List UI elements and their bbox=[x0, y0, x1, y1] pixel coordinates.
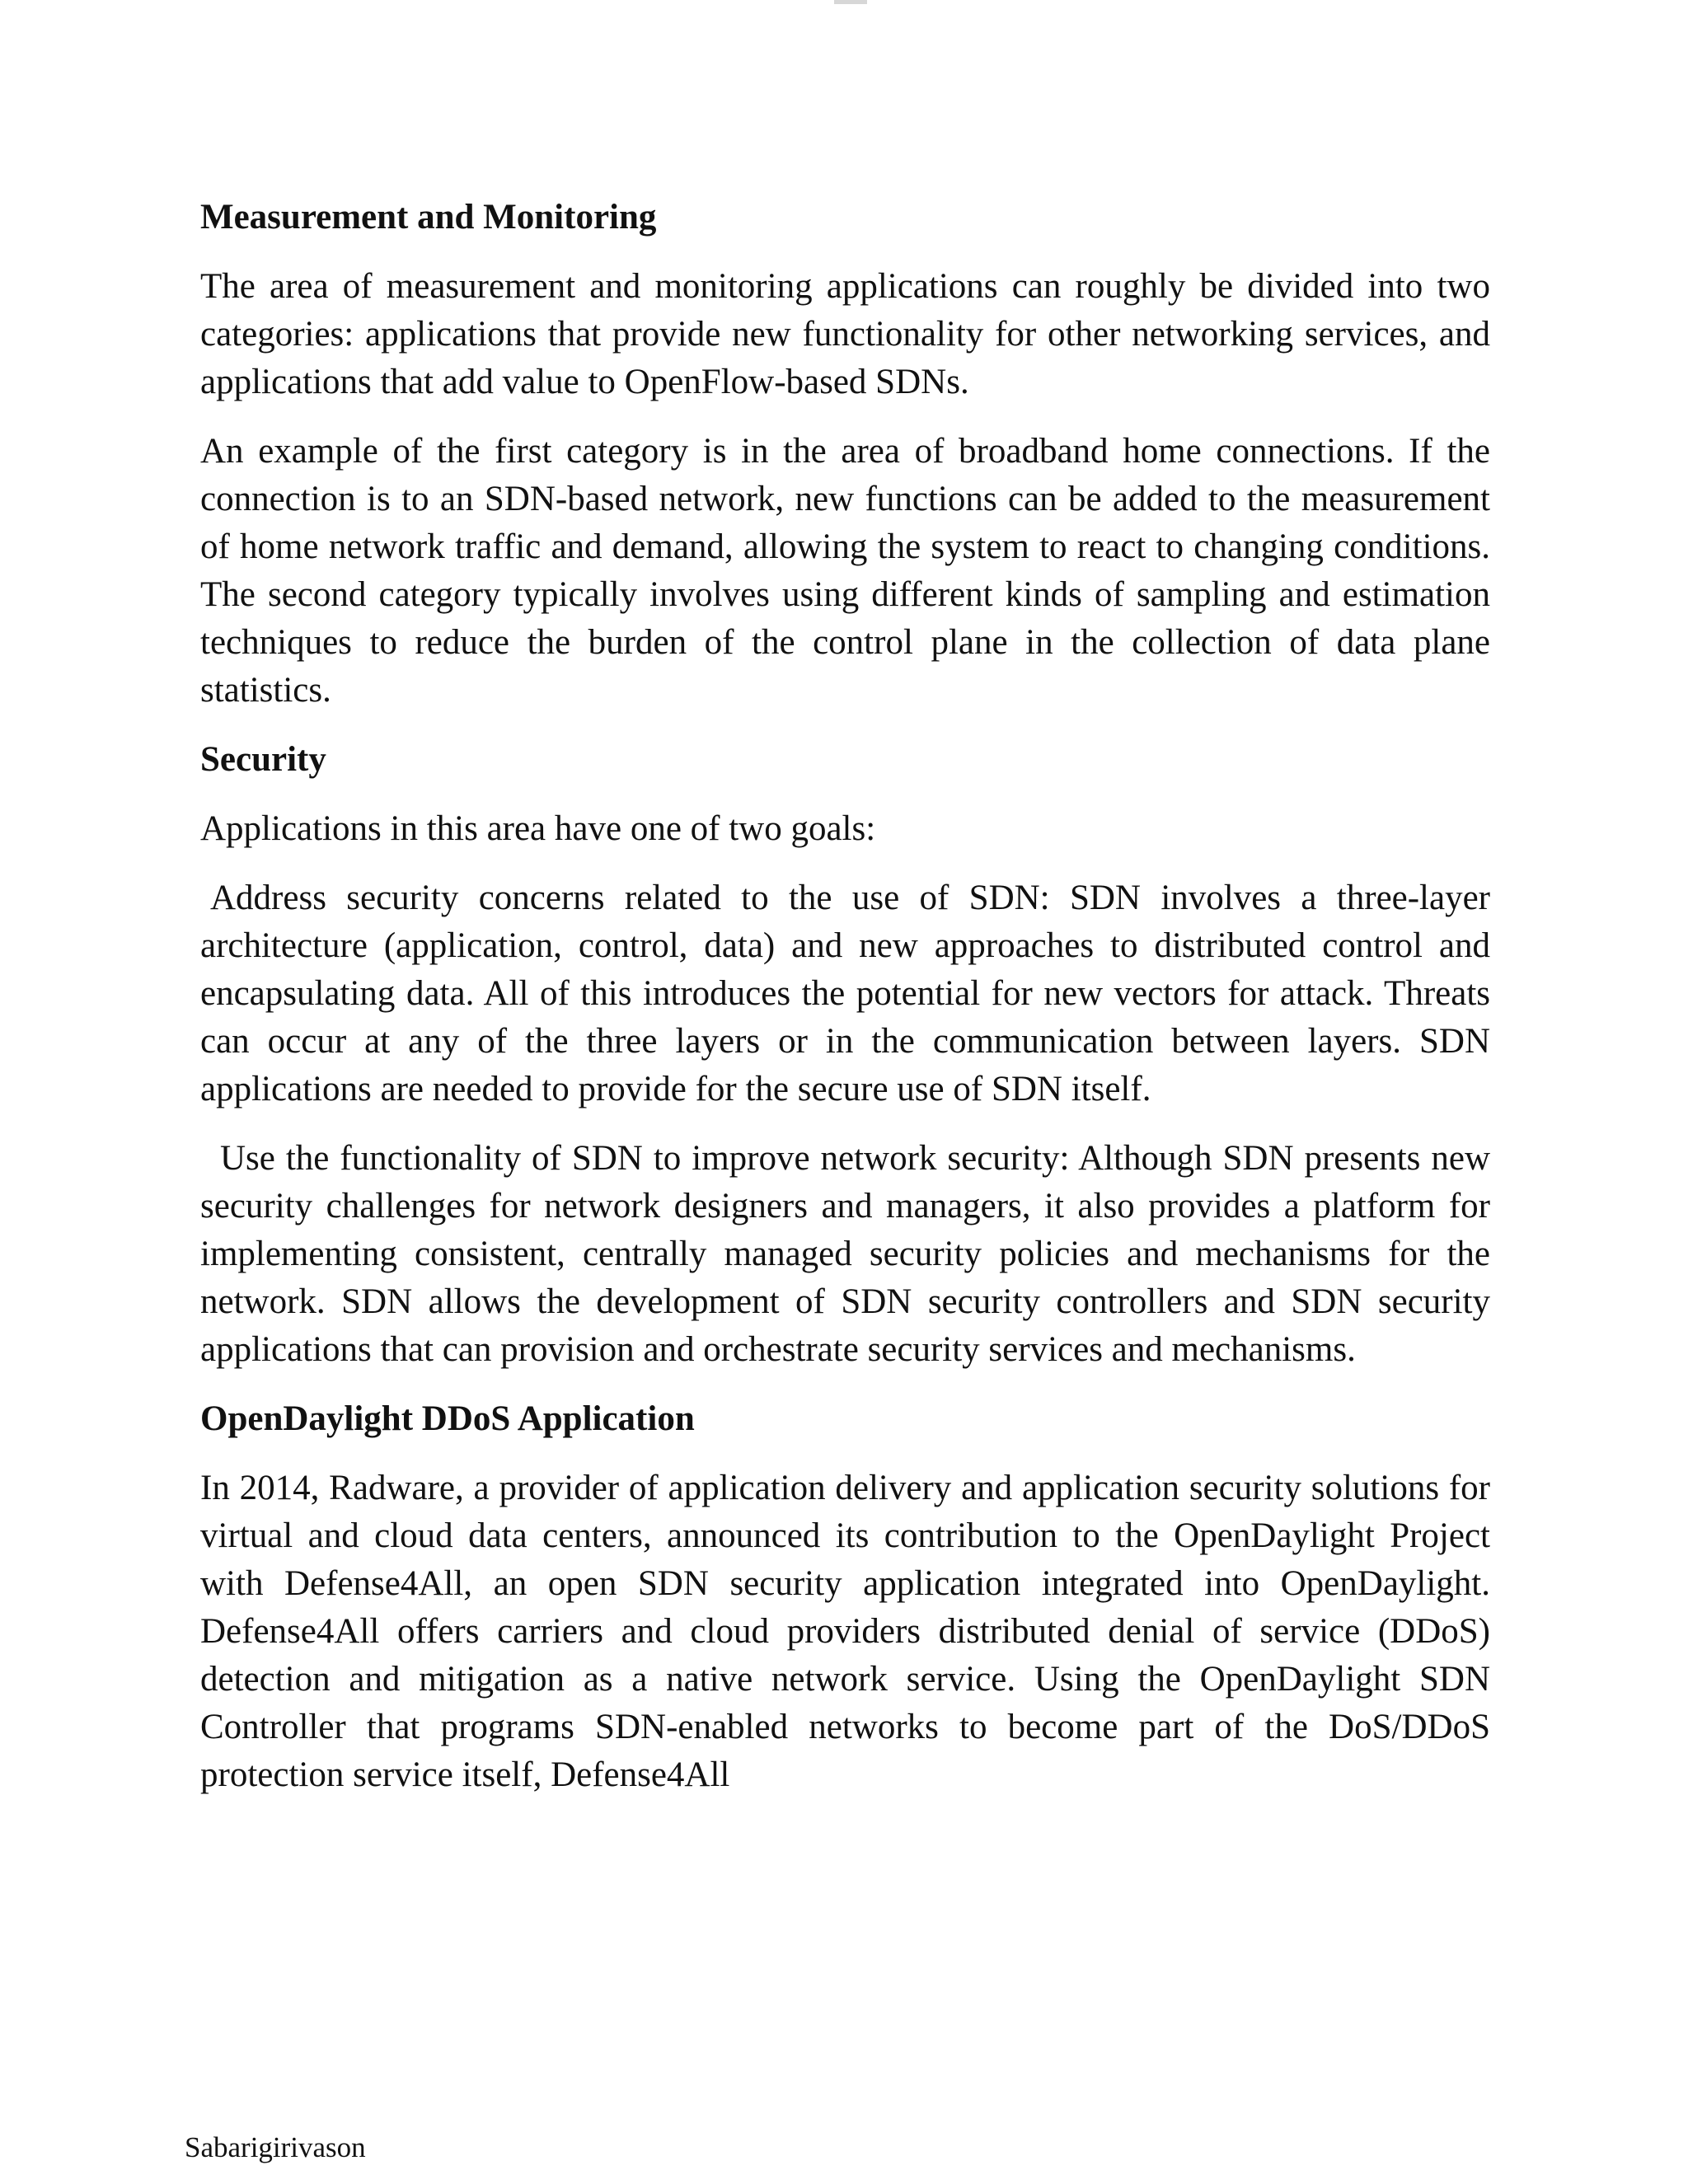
paragraph-security-intro: Applications in this area have one of two goals: bbox=[200, 809, 876, 848]
document-body bbox=[200, 194, 1490, 1821]
section-heading-security: Security bbox=[200, 740, 326, 779]
section-heading-measurement: Measurement and Monitoring bbox=[200, 198, 657, 237]
paragraph-measurement-overview: The area of measurement and monitoring applications can roughly be divided into two categories: applications that provide new functionality for other networking services, and applications that add value to OpenFlow-based SDNs. bbox=[200, 267, 1490, 401]
section-heading-ddos: OpenDaylight DDoS Application bbox=[200, 1399, 695, 1438]
paragraph-security-goal-2: Use the functionality of SDN to improve network security: Although SDN presents new security challenges for network designers and managers, it also provides a platform for implementing consistent, centrally managed security policies and mechanisms for the network. SDN allows the development of SDN security controllers and SDN security applications that can provision and orchestrate security services and mechanisms. bbox=[200, 1139, 1490, 1369]
paragraph-security-goal-1: Address security concerns related to the use of SDN: SDN involves a three-layer architecture (application, control, data) and new approaches to distributed control and encapsulating data. All of this introduces the potential for new vectors for attack. Threats can occur at any of the three layers or in the communication between layers. SDN applications are needed to provide for the secure use of SDN itself. bbox=[200, 879, 1490, 1108]
footer-author: Sabarigirivason bbox=[185, 2131, 366, 2163]
paragraph-measurement-example: An example of the first category is in the area of broadband home connections. If the connection is to an SDN-based network, new functions can be added to the measurement of home network traffic and demand, allowing the system to react to changing conditions. The second category typically involves using different kinds of sampling and estimation techniques to reduce the burden of the control plane in the collection of data plane statistics. bbox=[200, 432, 1490, 710]
paragraph-ddos-application: In 2014, Radware, a provider of application delivery and application security solutions for virtual and cloud data centers, announced its contribution to the OpenDaylight Project with Defense4All, an open SDN security application integrated into OpenDaylight. Defense4All offers carriers and cloud providers distributed denial of service (DDoS) detection and mitigation as a native network service. Using the OpenDaylight SDN Controller that programs SDN-enabled networks to become part of the DoS/DDoS protection service itself, Defense4All bbox=[200, 1469, 1490, 1794]
top-edge-mark bbox=[834, 0, 867, 4]
